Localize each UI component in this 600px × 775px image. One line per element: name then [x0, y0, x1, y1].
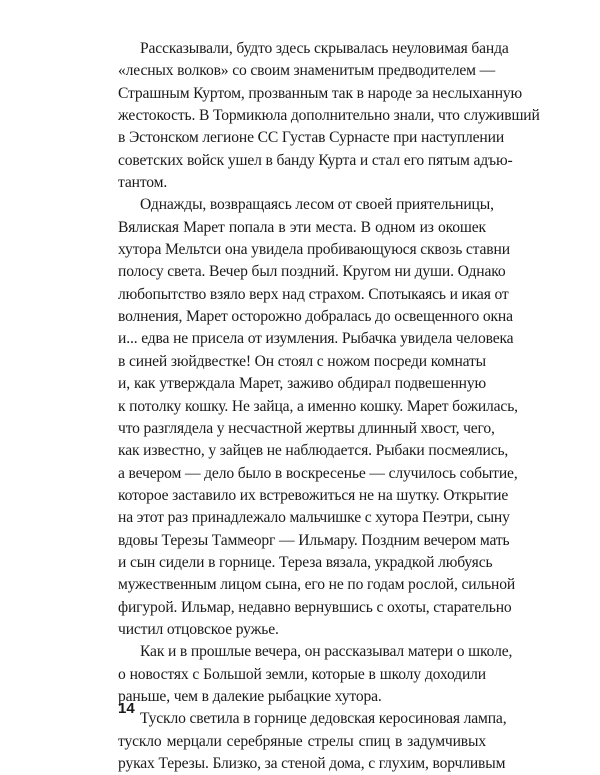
text-line: жестокость. В Тормикюла дополнительно знали, что служивший [118, 107, 540, 125]
text-line: хутора Мельтси она увидела пробивающуюся сквозь ставни [118, 241, 510, 259]
paragraph [118, 194, 518, 641]
text-line: полосу света. Вечер был поздний. Кругом ни души. Однако [118, 263, 506, 281]
text-line: вдовы Терезы Таммеорг — Ильмару. Поздним вечером мать [118, 531, 510, 549]
text-line: на этот раз принадлежало мальчишке с хутора Пеэтри, сыну [118, 509, 510, 527]
text-line: волнения, Марет осторожно добралась до освещенного окна [118, 308, 513, 326]
text-line: тускло мерцали серебряные стрелы спиц в задумчивых [118, 732, 486, 750]
text-line: Однажды, возвращаясь лесом от своей приятельницы, [140, 196, 494, 214]
text-line: которое заставило их встревожиться не на шутку. Открытие [118, 486, 509, 504]
text-line: а вечером — дело было в воскресенье — случилось событие, [118, 464, 518, 482]
text-line: и сын сидели в горнице. Тереза вязала, украдкой любуясь [118, 553, 493, 571]
text-line: в синей зюйдвестке! Он стоял с ножом посреди комнаты [118, 352, 486, 370]
text-line: Рассказывали, будто здесь скрывалась неуловимая банда [140, 40, 509, 57]
text-line: в Эстонском легионе СС Густав Сурнасте при наступлении [118, 129, 505, 147]
body-text [118, 38, 540, 775]
text-line: любопытство взяло верх над страхом. Спотыкаясь и икая от [118, 285, 509, 303]
page-number: 14 [118, 700, 135, 717]
paragraph [118, 708, 507, 775]
paragraph [118, 641, 513, 708]
text-line: советских войск ушел в банду Курта и стал его пятым адъю- [118, 151, 513, 169]
text-line: чистил отцовское ружье. [118, 620, 279, 638]
text-line: Страшным Куртом, прозванным так в народе за неслыханную [118, 84, 523, 102]
text-line: тантом. [118, 174, 168, 192]
text-line: «лесных волков» со своим знаменитым предводителем — [118, 62, 496, 80]
text-line: мужественным лицом сына, его не по годам рослой, сильной [118, 576, 516, 594]
text-line: и, как утверждала Марет, заживо обдирал подвешенную [118, 375, 486, 393]
text-line: фигурой. Ильмар, недавно вернувшись с охоты, старательно [118, 598, 512, 616]
text-line: Тускло светила в горнице дедовская керосиновая лампа, [140, 710, 507, 728]
text-line: о новостях с Большой земли, которые в школу доходили [118, 665, 486, 683]
text-line: и... едва не присела от изумления. Рыбачка увидела человека [118, 330, 514, 348]
text-line: к потолку кошку. Не зайца, а именно кошку. Марет божилась, [118, 397, 518, 415]
text-line: руках Терезы. Близко, за стеной дома, с глухим, ворчливым [118, 755, 506, 772]
text-line: Как и в прошлые вечера, он рассказывал матери о школе, [140, 643, 513, 661]
text-line: что разглядела у несчастной жертвы длинный хвост, чего, [118, 419, 495, 437]
text-line: Вялиская Марет попала в эти места. В одном из окошек [118, 218, 486, 236]
text-line: раньше, чем в далекие рыбацкие хутора. [118, 687, 382, 705]
text-line: как известно, у зайцев не наблюдается. Рыбаки посмеялись, [118, 442, 509, 460]
paragraph [118, 38, 540, 194]
